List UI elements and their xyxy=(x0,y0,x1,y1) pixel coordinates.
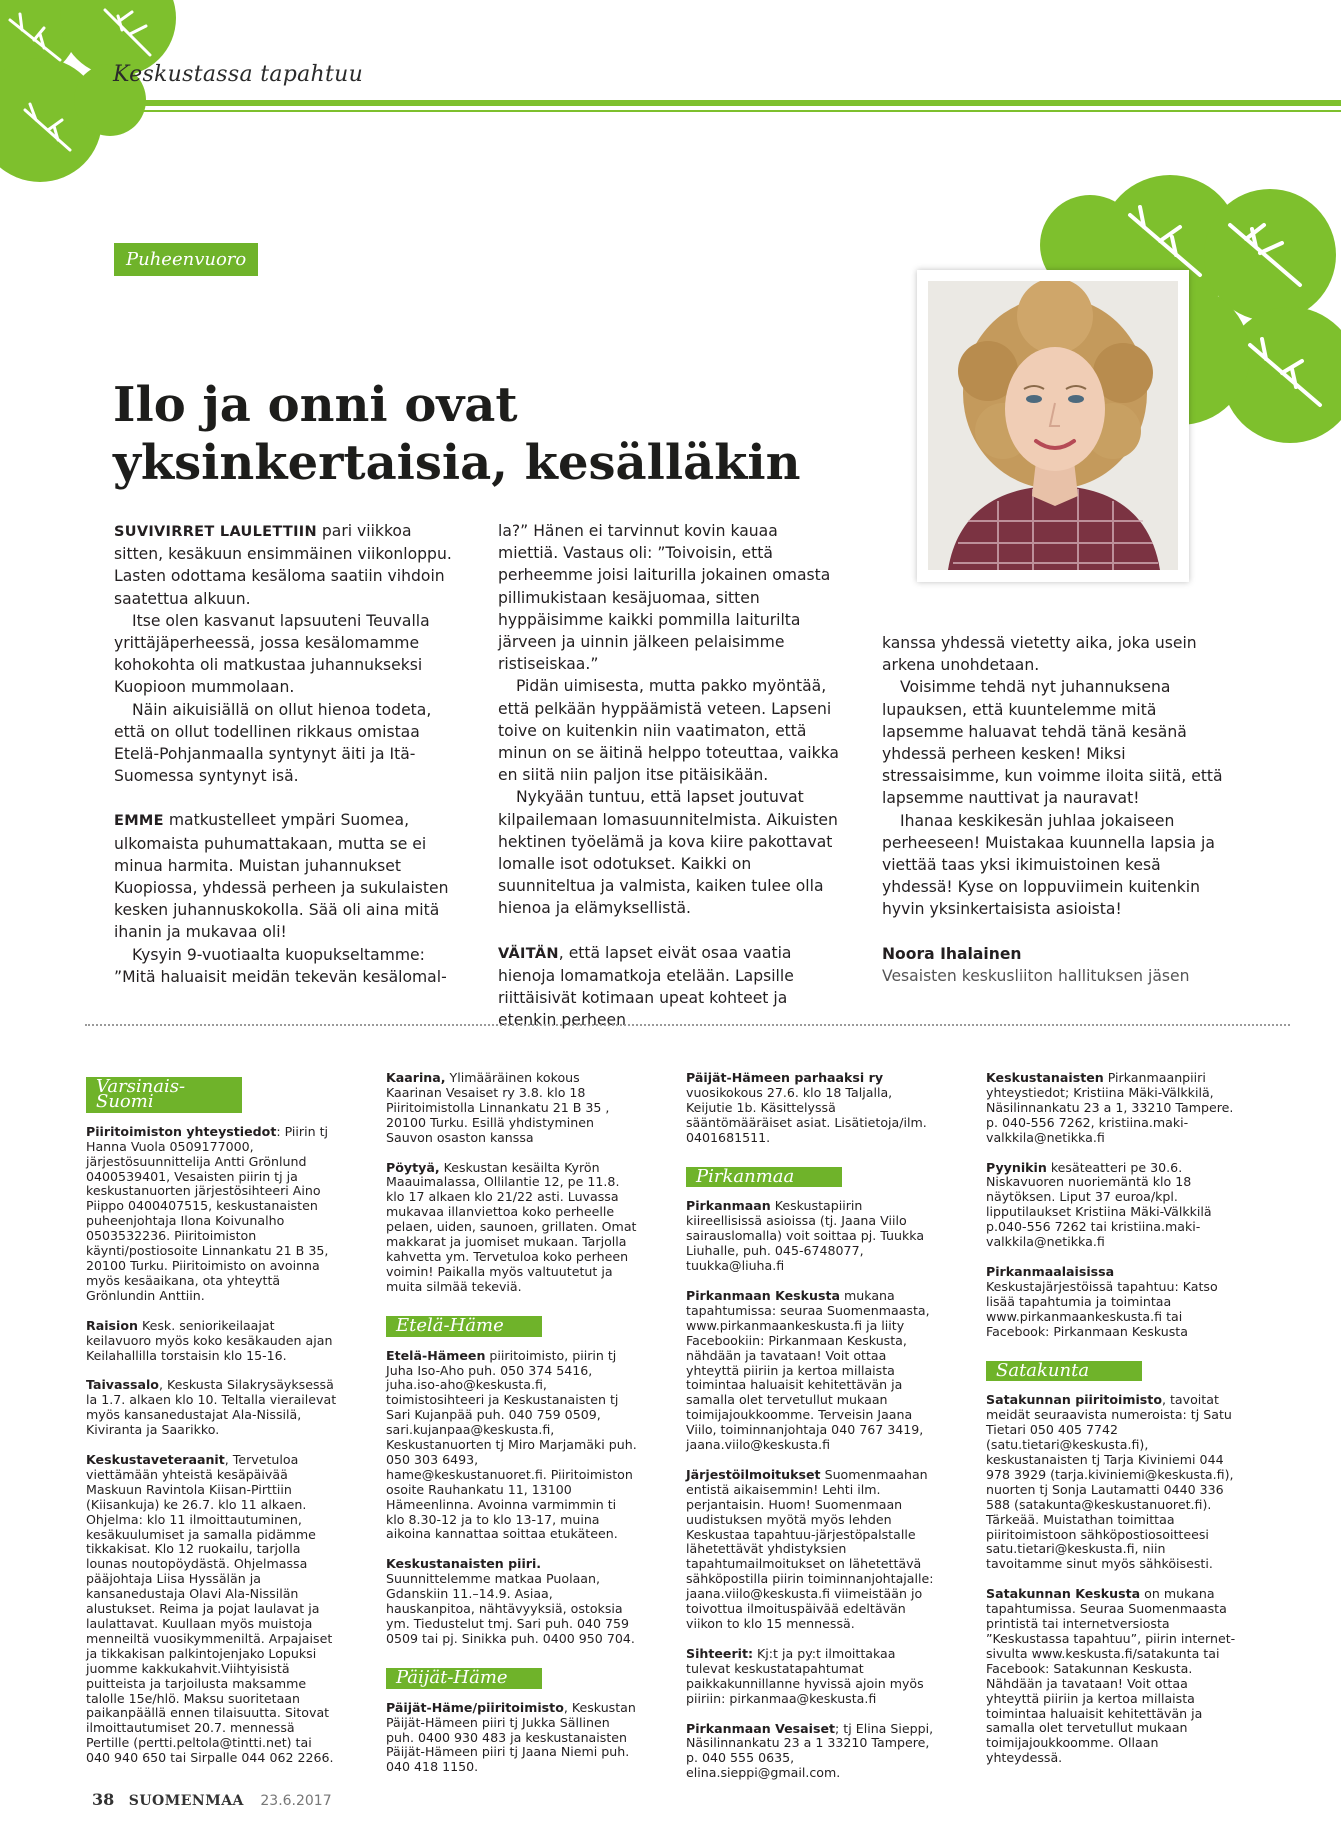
paragraph xyxy=(498,942,840,1032)
news-item xyxy=(86,1453,338,1766)
news-item-text: , Keskustan Päijät-Hämeen piiri tj Jukka Sällinen puh. 0400 930 483 ja keskustanaisten Päijät-Hämeen piiri tj Jaana Niemi puh. 040 418 1150. xyxy=(386,1699,636,1775)
news-item-title: Keskustanaisten piiri. xyxy=(386,1556,542,1572)
region-heading-paijat-hame: Päijät-Häme xyxy=(386,1668,542,1689)
news-item xyxy=(986,1265,1238,1340)
news-item-text: , Keskusta Silakrysäyksessä la 1.7. alkaen klo 10. Teltalla vierailevat myös kansanedustajat Ala-Nissilä, Kiviranta ja Saarikko. xyxy=(86,1377,337,1438)
news-item-title: Raision xyxy=(86,1317,138,1333)
news-item-text: Pirkanmaanpiiri yhteystiedot; Kristiina Mäki-Välkkilä, Näsilinnankatu 23 a 1, 33210 Tampere. p. 040-556 7262, kristiina.maki-valkkila@netikka.fi xyxy=(986,1070,1234,1145)
news-item-title: Satakunnan Keskusta xyxy=(986,1586,1141,1602)
news-item xyxy=(86,1378,338,1438)
news-item xyxy=(686,1722,938,1782)
news-item-text: Suunnittelemme matkaa Puolaan, Gdanskiin 11.–14.9. Asiaa, hauskanpitoa, nähtävyyksiä, ostoksia ym. Tiedustelut tmj. Sari puh. 040 759 0509 tai pj. Sinikka puh. 0400 950 704. xyxy=(386,1571,635,1646)
news-item-title: Pirkanmaan Keskusta xyxy=(686,1287,840,1303)
news-item xyxy=(686,1468,938,1632)
news-item-title: Keskustaveteraanit xyxy=(86,1452,225,1468)
article-column-2 xyxy=(498,520,840,1031)
paragraph-text: , että lapset eivät osaa vaatia hienoja lomamatkoja etelään. Lapsille riittäisivät kotimaan upeat kohteet ja etenkin perheen xyxy=(498,943,794,1030)
news-item xyxy=(386,1071,638,1146)
portrait-illustration xyxy=(928,281,1178,570)
news-item-text: Keskustajärjestöissä tapahtuu: Katso lisää tapahtumia ja toimintaa www.pirkanmaankeskusta.fi tai Facebook: Pirkanmaan Keskusta xyxy=(986,1278,1218,1339)
news-item-text: Ylimääräinen kokous Kaarinan Vesaiset ry 3.8. klo 18 Piiritoimistolla Linnankatu 21 B 35 , 20100 Turku. Esillä yhdistyminen Sauvon osaston kanssa xyxy=(386,1070,610,1145)
news-item xyxy=(986,1161,1238,1250)
news-item-title: Piiritoimiston yhteystiedot xyxy=(86,1123,277,1139)
news-item-text: mukana tapahtumissa: seuraa Suomenmaasta, www.pirkanmaankeskusta.fi ja liity Facebookiin: Pirkanmaan Keskusta, nähdään ja tavataan! Voit ottaa yhteyttä piiriin ja kertoa millaista toimintaa haluaisit kehitettävän ja samalla olet tervetullut mukaan toimijajoukkoomme. Terveisin Jaana Viilo, toiminnanjohtaja 040 767 3419, jaana.viilo@keskusta.fi xyxy=(686,1287,930,1453)
news-column-3 xyxy=(686,1071,938,1796)
news-item-text: ; tj Elina Sieppi, Näsilinnankatu 23 a 1 33210 Tampere, p. 040 555 0635, elina.sieppi@gmail.com. xyxy=(686,1720,934,1781)
news-item xyxy=(386,1557,638,1646)
paragraph xyxy=(114,520,456,610)
paragraph: Näin aikuisiällä on ollut hienoa todeta, että on ollut todellinen rikkaus omistaa Etelä-Pohjanmaalla syntynyt äiti ja Itä-Suomessa syntynyt isä. xyxy=(114,700,432,786)
section-title: Keskustassa tapahtuu xyxy=(113,62,364,87)
kicker-label: Puheenvuoro xyxy=(114,243,258,276)
news-item xyxy=(686,1199,938,1274)
news-item-title: Sihteerit: xyxy=(686,1645,754,1661)
paragraph: Voisimme tehdä nyt juhannuksena lupauksen, että kuuntelemme mitä lapsemme haluavat tehdä tänä kesänä yhdessä perheen kesken! Miksi stressaisimme, kun voimme iloita siitä, että lapsemme nauttivat ja nauravat! xyxy=(882,678,1223,808)
news-item-text: piiritoimisto, piirin tj Juha Iso-Aho puh. 050 374 5416, juha.iso-aho@keskusta.fi, toimistosihteeri ja Keskustanaisten tj Sari Kujanpää puh. 040 759 0509, sari.kujanpaa@keskusta.fi, Keskustanuorten tj Miro Marjamäki puh. 050 303 6493, hame@keskustanuoret.fi. Piiritoimiston osoite Rauhankatu 11, 13100 Hämeenlinna. Avoinna varmimmin ti klo 8.30-12 ja to klo 13-17, muina aikoina kannattaa soittaa etukäteen. xyxy=(386,1347,637,1542)
headline-line-1: Ilo ja onni ovat xyxy=(113,377,518,433)
news-item-text: Suomenmaahan entistä aikaisemmin! Lehti ilm. perjantaisin. Huom! Suomenmaan uudistuksen myötä myös lehden Keskustaa tapahtuu-järjestöpalstalle lähetettävät yhdistyksien tapahtumailmoitukset on lähetettävä sähköpostilla piirin toiminnanjohtajalle: jaana.viilo@keskusta.fi viimeistään jo toivottua ilmoituspäivää edeltävän viikon to klo 15 mennessä. xyxy=(686,1466,934,1631)
paragraph-text: pari viikkoa sitten, kesäkuun ensimmäinen viikonloppu. Lasten odottama kesäloma saatiin vihdoin saatettua alkuun. xyxy=(114,522,452,608)
header-rule xyxy=(105,100,1341,106)
region-heading-etela-hame: Etelä-Häme xyxy=(386,1316,542,1337)
author-role: Vesaisten keskusliiton hallituksen jäsen xyxy=(882,966,1190,985)
news-item-title: Keskustanaisten xyxy=(986,1070,1104,1085)
news-item xyxy=(386,1701,638,1776)
region-heading-varsinais-suomi: Varsinais-Suomi xyxy=(86,1077,242,1113)
author-photo xyxy=(917,270,1189,582)
news-item xyxy=(986,1393,1238,1512)
news-item xyxy=(86,1125,338,1304)
article-headline xyxy=(113,376,813,492)
paragraph-lead: EMME xyxy=(114,813,164,830)
header-rule-thin xyxy=(105,110,1341,112)
news-item-title: Pyynikin xyxy=(986,1159,1047,1175)
paragraph: Itse olen kasvanut lapsuuteni Teuvalla yrittäjäperheessä, jossa kesälomamme kohokohta oli matkustaa juhannukseksi Kuopioon mummolaan. xyxy=(114,611,430,697)
paragraph: kanssa yhdessä vietetty aika, joka usein arkena unohdetaan. xyxy=(882,634,1197,675)
headline-line-2: yksinkertaisia, kesälläkin xyxy=(113,435,801,491)
paragraph: Kysyin 9-vuotiaalta kuopukseltamme: ”Mitä haluaisit meidän tekevän kesälomal- xyxy=(114,945,447,986)
news-item-title: Pirkanmaalaisissa xyxy=(986,1263,1115,1279)
paragraph-text: matkustelleet ympäri Suomea, ulkomaista puhumattakaan, mutta se ei minua harmita. Muistan juhannukset Kuopiossa, yhdessä perheen ja sukulaisten kesken juhannuskokolla. Sää oli aina mitä ihanin ja mukavaa oli! xyxy=(114,811,449,942)
section-divider xyxy=(85,1024,1290,1026)
news-column-2 xyxy=(386,1071,638,1790)
news-item xyxy=(386,1349,638,1543)
news-item-title: Kaarina, xyxy=(386,1070,446,1085)
paragraph xyxy=(114,809,456,943)
article-column-3 xyxy=(882,632,1224,987)
news-item xyxy=(686,1071,938,1146)
news-item xyxy=(86,1319,338,1364)
region-heading-satakunta: Satakunta xyxy=(986,1361,1142,1382)
news-item-text: , Tervetuloa viettämään yhteistä kesäpäivää Maskuun Ravintola Kiisan-Pirttiin (Kiisankuja) ke 26.7. klo 11 alkaen. Ohjelma: klo 11 ilmoittautuminen, kesäkuulumiset ja samalla pidämme tikkakisat. Klo 12 ruokailu, tarjolla lounas noutopöydästä. Ohjelmassa pääjohtaja Liisa Hyssälän ja kansanedustaja Olavi Ala-Nissilän alustukset. Reima ja pojat laulavat ja laulattavat. Kuullaan myös muistoja menneiltä vuosikymmeniltä. Arpajaiset ja tikkakisan palkintojenjako Lopuksi juomme kakkukahvit.Viihtyisistä puitteista ja tarjoilusta maksamme talolle 15e/hlö. Maksu suoritetaan paikanpäällä ennen tilaisuutta. Sitovat ilmoittautumiset 20.7. mennessä Pertille (pertti.peltola@tintti.net) tai 040 940 650 tai Sirpalle 044 062 2266. xyxy=(86,1452,334,1766)
news-item xyxy=(986,1587,1238,1766)
issue-date: 23.6.2017 xyxy=(260,1793,332,1809)
news-column-1 xyxy=(86,1071,338,1781)
news-item: Tärkeää. Muistathan toimittaa piiritoimistoon sähköpostiosoitteesi satu.tietari@keskusta.fi, niin tavoitamme sinut myös sähköisesti. xyxy=(986,1511,1213,1572)
paragraph-lead: SUVIVIRRET LAULETTIIN xyxy=(114,524,317,540)
paragraph: Nykyään tuntuu, että lapset joutuvat kilpailemaan lomasuunnitelmista. Aikuisten hektinen työelämä ja kova kiire pakottavat lomalle isot odotukset. Kaikki on suunniteltua ja valmista, kaiken tulee olla hienoa ja elämyksellistä. xyxy=(498,788,838,918)
page-number: 38 xyxy=(92,1790,115,1809)
news-item-text: on mukana tapahtumissa. Seuraa Suomenmaasta printistä tai internetversiosta ”Keskustassa tapahtuu”, piirin internet-sivulta www.keskusta.fi/satakunta tai Facebook: Satakunnan Keskusta. Nähdään ja tavataan! Voit ottaa yhteyttä piiriin ja kertoa millaista toimintaa haluaisit kehitettävän ja samalla olet tervetullut mukaan toimijajoukkoomme. Ollaan yhteydessä. xyxy=(986,1586,1236,1766)
news-item-text: Keskustan kesäilta Kyrön Maauimalassa, Ollilantie 12, pe 11.8. klo 17 alkaen klo 21/22 asti. Luvassa mukavaa illanviettoa koko perheelle pelaen, uiden, saunoen, grillaten. Omat makkarat ja juomiset mukaan. Tarjolla kahvetta ym. Tervetuloa koko perheen voimin! Paikalla myös valtuutetut ja muita silmää tekeviä. xyxy=(386,1159,637,1294)
news-item-text: Kj:t ja py:t ilmoittakaa tulevat keskustatapahtumat paikkakunnillanne hyvissä ajoin myös piiriin: pirkanmaa@keskusta.fi xyxy=(686,1645,924,1706)
news-item-text: Keskustapiirin kiireellisissä asioissa (tj. Jaana Viilo sairauslomalla) voit soittaa pj. Tuukka Liuhalle, puh. 045-6748077, tuukka@liuha.fi xyxy=(686,1198,925,1274)
news-column-4 xyxy=(986,1071,1238,1781)
magazine-name: SUOMENMAA xyxy=(128,1793,244,1809)
news-item-title: Pirkanmaan Vesaiset xyxy=(686,1720,836,1736)
news-item-title: Päijät-Häme/piiritoimisto xyxy=(386,1699,564,1715)
paragraph-lead: VÄITÄN xyxy=(498,945,559,962)
news-item-text: Kesk. seniorikeilaajat keilavuoro myös koko kesäkauden ajan Keilahallilla torstaisin klo 15-16. xyxy=(86,1317,333,1363)
news-item xyxy=(686,1647,938,1707)
news-item-title: Pöytyä, xyxy=(386,1159,440,1175)
paragraph: Ihanaa keskikesän juhlaa jokaiseen perheeseen! Muistakaa kuunnella lapsia ja viettää taas yksi ikimuistoinen kesä yhdessä! Kyse on loppuviimein kuitenkin hyvin yksinkertaisista asioista! xyxy=(882,811,1215,919)
paragraph: Pidän uimisesta, mutta pakko myöntää, että pelkään hyppäämistä veteen. Lapseni toive on kuitenkin niin vaatimaton, että minun on se äitinä helppo toteuttaa, vaikka en siitä niin paljon itse pitäisikään. xyxy=(498,677,839,785)
news-item-text: , tavoitat meidät seuraavista numeroista: tj Satu Tietari 050 405 7742 (satu.tietari@keskusta.fi), keskustanaisten tj Tarja Kiviniemi 044 978 3929 (tarja.kiviniemi@keskusta.fi), nuorten tj Sonja Lautamatti 0440 336 588 (satakunta@keskustanuoret.fi). xyxy=(986,1392,1234,1512)
news-item xyxy=(986,1071,1238,1146)
paragraph: la?” Hänen ei tarvinnut kovin kauaa miettiä. Vastaus oli: ”Toivoisin, että perheemme joisi laiturilla jokainen omasta pillimukistaan kesäjuomaa, sitten hyppäisimme kaikki pommilla laiturilta järveen ja uinnin jälkeen pelaisimme ristiseiskaa.” xyxy=(498,522,831,674)
news-item-title: Pirkanmaan xyxy=(686,1198,771,1214)
news-item-title: Päijät-Hämeen parhaaksi ry xyxy=(686,1070,884,1085)
region-heading-pirkanmaa: Pirkanmaa xyxy=(686,1167,842,1188)
page-footer xyxy=(92,1790,332,1809)
news-item xyxy=(686,1289,938,1453)
article-column-1 xyxy=(114,520,456,988)
news-item-title: Järjestöilmoitukset xyxy=(686,1466,821,1482)
news-item-text: vuosikokous 27.6. klo 18 Taljalla, Keijutie 1b. Käsittelyssä sääntömääräiset asiat. Lisätietoja/ilm. 0401681511. xyxy=(686,1084,927,1145)
news-item xyxy=(386,1161,638,1295)
news-item-title: Satakunnan piiritoimisto xyxy=(986,1392,1162,1408)
author-name: Noora Ihalainen xyxy=(882,944,1022,963)
news-item-title: Taivassalo xyxy=(86,1377,159,1393)
news-item-text: : Piirin tj Hanna Vuola 0509177000, järjestösuunnittelija Antti Grönlund 0400539401, Vesaisten piirin tj ja keskustanuorten järjestösihteeri Aino Piippo 0400407515, keskustanaisten puheenjohtaja Ilona Koivunalho 0503532236. Piiritoimiston käynti/postiosoite Linnankatu 21 B 35, 20100 Turku. Piiritoimisto on avoinna myös kesäaikana, ota yhteyttä Grönlundin Anttiin. xyxy=(86,1123,329,1303)
news-item-text: kesäteatteri pe 30.6. Niskavuoren nuoriemäntä klo 18 näytöksen. Liput 37 euroa/kpl. lipputilaukset Kristiina Mäki-Välkkilä p.040-556 7262 tai kristiina.maki-valkkila@netikka.fi xyxy=(986,1159,1212,1250)
news-item-title: Etelä-Hämeen xyxy=(386,1347,486,1363)
